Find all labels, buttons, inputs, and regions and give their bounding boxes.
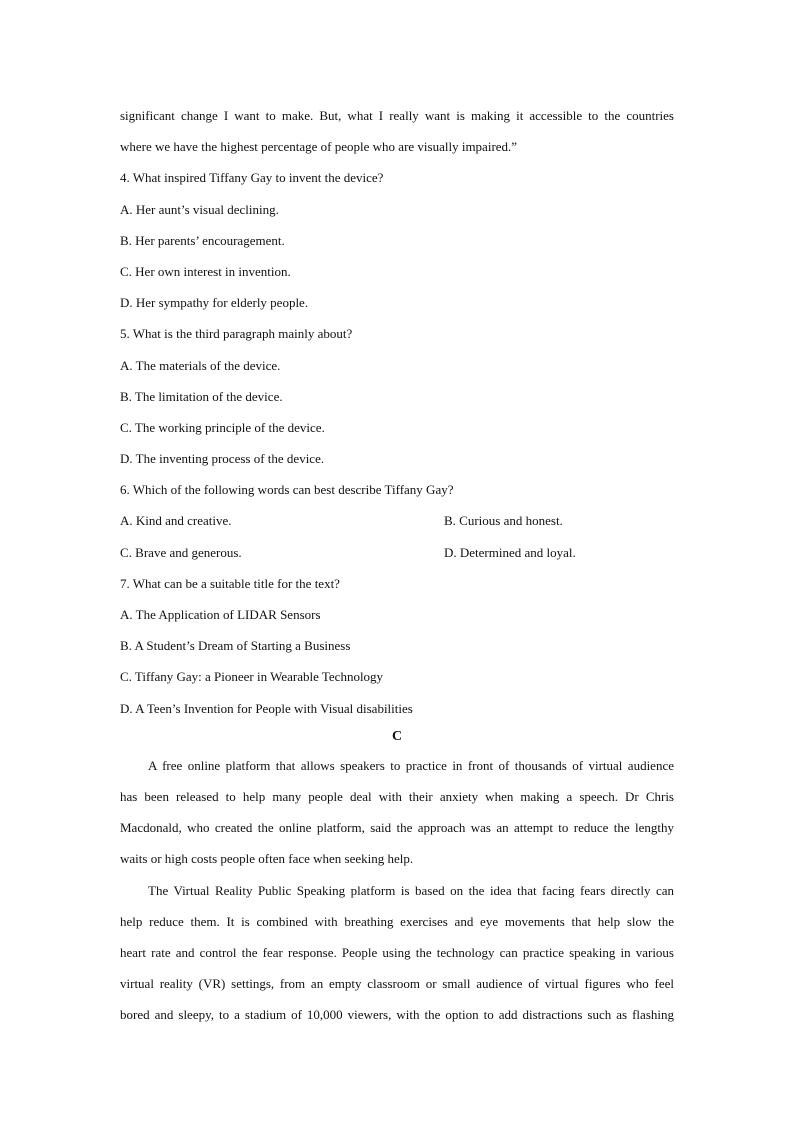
section-heading: C (391, 728, 403, 744)
question-5-option-c: C. The working principle of the device. (120, 419, 325, 435)
question-5-option-b: B. The limitation of the device. (120, 388, 283, 404)
passage-line: significant change I want to make. But, what I really want is making it accessible to the countries (120, 108, 674, 123)
question-4-option-b: B. Her parents’ encouragement. (120, 232, 285, 248)
question-7-stem: 7. What can be a suitable title for the text? (120, 575, 340, 591)
paragraph-line: A free online platform that allows speakers to practice in front of thousands of virtual audience (148, 757, 674, 773)
passage-line: where we have the highest percentage of people who are visually impaired.” (120, 139, 518, 155)
question-6-options-row-1 (120, 505, 674, 536)
question-6-option-a: A. Kind and creative. (120, 513, 232, 529)
question-4-option-c: C. Her own interest in invention. (120, 263, 291, 279)
question-4-option-d: D. Her sympathy for elderly people. (120, 295, 309, 311)
question-6-option-d: D. Determined and loyal. (444, 544, 576, 560)
paragraph-line: Macdonald, who created the online platform, said the approach was an attempt to reduce the lengthy (120, 820, 674, 836)
question-7-option-a: A. The Application of LIDAR Sensors (120, 607, 321, 622)
paragraph-line: help reduce them. It is combined with breathing exercises and eye movements that help slow the (120, 913, 674, 929)
question-6-options-row-2 (120, 537, 674, 568)
paragraph-line: waits or high costs people often face when seeking help. (120, 851, 414, 867)
question-6-option-c: C. Brave and generous. (120, 544, 242, 560)
question-6-stem: 6. Which of the following words can best describe Tiffany Gay? (120, 482, 454, 498)
question-6-option-b: B. Curious and honest. (444, 513, 563, 529)
question-7-option-b: B. A Student’s Dream of Starting a Business (120, 638, 351, 654)
question-5-option-a: A. The materials of the device. (120, 357, 281, 373)
question-7-option-c: C. Tiffany Gay: a Pioneer in Wearable Technology (120, 669, 384, 685)
paragraph-line: heart rate and control the fear response. People using the technology can practice speaking in various (120, 944, 674, 960)
paragraph-line: virtual reality (VR) settings, from an empty classroom or small audience of virtual figures who feel (120, 976, 674, 992)
paragraph-line: bored and sleepy, to a stadium of 10,000 viewers, with the option to add distractions such as flashing (120, 1007, 674, 1023)
question-5-stem: 5. What is the third paragraph mainly about? (120, 326, 353, 342)
question-4-option-a: A. Her aunt’s visual declining. (120, 201, 279, 217)
document-page (120, 100, 674, 1030)
paragraph-line: has been released to help many people deal with their anxiety when making a speech. Dr Chris (120, 788, 674, 804)
question-4-stem: 4. What inspired Tiffany Gay to invent the device? (120, 170, 384, 186)
question-5-option-d: D. The inventing process of the device. (120, 451, 325, 467)
question-7-option-d: D. A Teen’s Invention for People with Visual disabilities (120, 700, 413, 716)
paragraph-line: The Virtual Reality Public Speaking platform is based on the idea that facing fears directly can (148, 882, 674, 898)
